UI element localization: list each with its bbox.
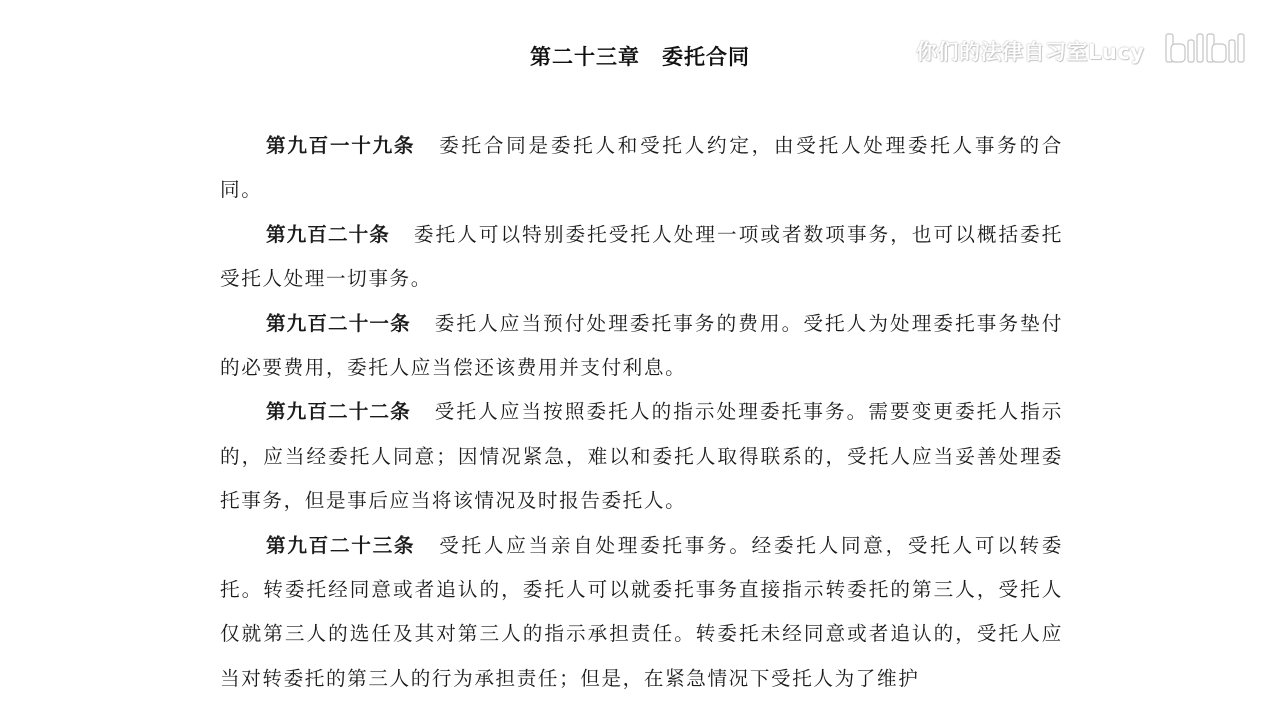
article-number: 第九百一十九条 <box>266 134 416 157</box>
article-919 <box>220 124 1063 213</box>
chapter-title: 第二十三章 委托合同 <box>530 45 750 69</box>
article-922 <box>220 390 1063 523</box>
article-920 <box>220 213 1063 302</box>
watermark-text: 你们的法律自习室Lucy <box>916 40 1145 64</box>
article-text: 受托人应当亲自处理委托事务。经委托人同意，受托人可以转委托。转委托经同意或者追认的，委托人可以就委托事务直接指示转委托的第三人，受托人仅就第三人的选任及其对第三人的指示承担责任。转委托未经同意或者追认的，受托人应当对转委托的第三人的行为承担责任；但是，在紧急情况下受托人为了维护 <box>220 533 1063 690</box>
article-number: 第九百二十三条 <box>266 533 416 557</box>
article-number: 第九百二十条 <box>266 222 390 246</box>
article-number: 第九百二十一条 <box>266 311 411 335</box>
article-923 <box>220 524 1063 702</box>
article-text: 委托人应当预付处理委托事务的费用。受托人为处理委托事务垫付的必要费用，委托人应当偿还该费用并支付利息。 <box>220 311 1063 380</box>
article-number: 第九百二十二条 <box>266 400 411 424</box>
article-list <box>220 124 1063 701</box>
article-text: 委托人可以特别委托受托人处理一项或者数项事务，也可以概括委托受托人处理一切事务。 <box>220 222 1064 291</box>
article-text: 委托合同是委托人和受托人约定，由受托人处理委托人事务的合同。 <box>220 134 1063 202</box>
article-921 <box>220 302 1063 391</box>
article-text: 受托人应当按照委托人的指示处理委托事务。需要变更委托人指示的，应当经委托人同意；因情况紧急，难以和委托人取得联系的，受托人应当妥善处理委托事务，但是事后应当将该情况及时报告委托人。 <box>220 400 1063 513</box>
